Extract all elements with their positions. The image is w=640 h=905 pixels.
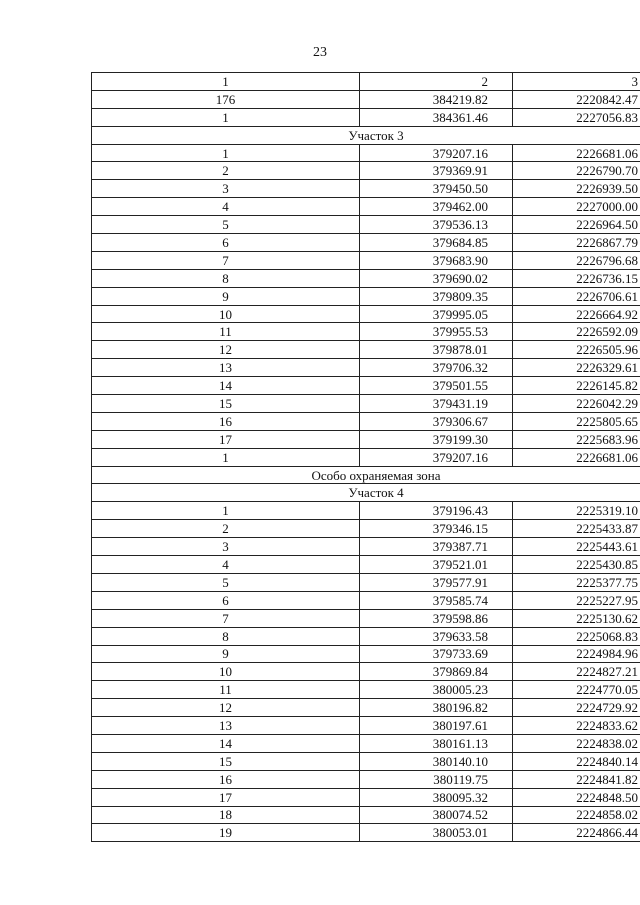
table-row <box>92 162 640 180</box>
point-number-cell: 14 <box>92 734 360 752</box>
point-number-cell: 13 <box>92 717 360 735</box>
y-coordinate-cell: 2227000.00 <box>513 198 640 216</box>
table-row <box>92 520 640 538</box>
y-coordinate-cell: 2224866.44 <box>513 824 640 842</box>
table-row <box>92 216 640 234</box>
table-row <box>92 90 640 108</box>
table-row <box>92 609 640 627</box>
y-coordinate-cell: 2226681.06 <box>513 144 640 162</box>
y-coordinate-cell: 2226964.50 <box>513 216 640 234</box>
y-coordinate-cell: 2224984.96 <box>513 645 640 663</box>
point-number-cell: 9 <box>92 645 360 663</box>
column-header-y: 3 <box>513 73 640 91</box>
y-coordinate-cell: 2226329.61 <box>513 359 640 377</box>
x-coordinate-cell: 379501.55 <box>360 377 513 395</box>
x-coordinate-cell: 379706.32 <box>360 359 513 377</box>
section-header-row <box>92 484 640 502</box>
x-coordinate-cell: 379633.58 <box>360 627 513 645</box>
point-number-cell: 11 <box>92 681 360 699</box>
table-row <box>92 448 640 466</box>
section-title: Особо охраняемая зона <box>92 466 640 484</box>
x-coordinate-cell: 379690.02 <box>360 269 513 287</box>
column-header-number: 1 <box>92 73 360 91</box>
x-coordinate-cell: 379878.01 <box>360 341 513 359</box>
table-row <box>92 108 640 126</box>
y-coordinate-cell: 2226664.92 <box>513 305 640 323</box>
x-coordinate-cell: 379462.00 <box>360 198 513 216</box>
point-number-cell: 16 <box>92 770 360 788</box>
x-coordinate-cell: 380140.10 <box>360 752 513 770</box>
point-number-cell: 15 <box>92 395 360 413</box>
y-coordinate-cell: 2226939.50 <box>513 180 640 198</box>
table-row <box>92 251 640 269</box>
table-row <box>92 645 640 663</box>
table-row <box>92 305 640 323</box>
y-coordinate-cell: 2224840.14 <box>513 752 640 770</box>
coordinates-table-body <box>92 73 640 842</box>
page-number: 23 <box>313 45 327 60</box>
y-coordinate-cell: 2224858.02 <box>513 806 640 824</box>
x-coordinate-cell: 380053.01 <box>360 824 513 842</box>
x-coordinate-cell: 379733.69 <box>360 645 513 663</box>
point-number-cell: 15 <box>92 752 360 770</box>
y-coordinate-cell: 2226790.70 <box>513 162 640 180</box>
table-row <box>92 806 640 824</box>
point-number-cell: 1 <box>92 108 360 126</box>
y-coordinate-cell: 2225433.87 <box>513 520 640 538</box>
x-coordinate-cell: 379369.91 <box>360 162 513 180</box>
y-coordinate-cell: 2224848.50 <box>513 788 640 806</box>
point-number-cell: 4 <box>92 198 360 216</box>
x-coordinate-cell: 379869.84 <box>360 663 513 681</box>
point-number-cell: 5 <box>92 216 360 234</box>
y-coordinate-cell: 2224841.82 <box>513 770 640 788</box>
x-coordinate-cell: 379684.85 <box>360 234 513 252</box>
table-row <box>92 234 640 252</box>
table-row <box>92 323 640 341</box>
table-row <box>92 287 640 305</box>
y-coordinate-cell: 2224838.02 <box>513 734 640 752</box>
x-coordinate-cell: 379809.35 <box>360 287 513 305</box>
x-coordinate-cell: 379207.16 <box>360 144 513 162</box>
point-number-cell: 16 <box>92 412 360 430</box>
y-coordinate-cell: 2225805.65 <box>513 412 640 430</box>
y-coordinate-cell: 2225319.10 <box>513 502 640 520</box>
table-row <box>92 341 640 359</box>
point-number-cell: 2 <box>92 162 360 180</box>
y-coordinate-cell: 2224833.62 <box>513 717 640 735</box>
y-coordinate-cell: 2225443.61 <box>513 538 640 556</box>
point-number-cell: 3 <box>92 180 360 198</box>
y-coordinate-cell: 2227056.83 <box>513 108 640 126</box>
table-row <box>92 663 640 681</box>
x-coordinate-cell: 379431.19 <box>360 395 513 413</box>
y-coordinate-cell: 2226706.61 <box>513 287 640 305</box>
table-row <box>92 180 640 198</box>
x-coordinate-cell: 379683.90 <box>360 251 513 269</box>
table-row <box>92 395 640 413</box>
table-row <box>92 788 640 806</box>
table-row <box>92 681 640 699</box>
section-header-row <box>92 466 640 484</box>
table-row <box>92 538 640 556</box>
table-row <box>92 717 640 735</box>
x-coordinate-cell: 384361.46 <box>360 108 513 126</box>
y-coordinate-cell: 2226867.79 <box>513 234 640 252</box>
x-coordinate-cell: 384219.82 <box>360 90 513 108</box>
x-coordinate-cell: 379521.01 <box>360 556 513 574</box>
y-coordinate-cell: 2225430.85 <box>513 556 640 574</box>
x-coordinate-cell: 380197.61 <box>360 717 513 735</box>
table-header-row <box>92 73 640 91</box>
x-coordinate-cell: 380119.75 <box>360 770 513 788</box>
point-number-cell: 6 <box>92 234 360 252</box>
table-row <box>92 412 640 430</box>
point-number-cell: 8 <box>92 627 360 645</box>
x-coordinate-cell: 379955.53 <box>360 323 513 341</box>
point-number-cell: 11 <box>92 323 360 341</box>
table-row <box>92 198 640 216</box>
table-row <box>92 556 640 574</box>
y-coordinate-cell: 2226592.09 <box>513 323 640 341</box>
y-coordinate-cell: 2226145.82 <box>513 377 640 395</box>
point-number-cell: 12 <box>92 699 360 717</box>
y-coordinate-cell: 2224729.92 <box>513 699 640 717</box>
table-row <box>92 573 640 591</box>
y-coordinate-cell: 2226505.96 <box>513 341 640 359</box>
table-row <box>92 699 640 717</box>
x-coordinate-cell: 379387.71 <box>360 538 513 556</box>
x-coordinate-cell: 379450.50 <box>360 180 513 198</box>
point-number-cell: 1 <box>92 144 360 162</box>
section-header-row <box>92 126 640 144</box>
x-coordinate-cell: 379346.15 <box>360 520 513 538</box>
x-coordinate-cell: 379585.74 <box>360 591 513 609</box>
y-coordinate-cell: 2225227.95 <box>513 591 640 609</box>
point-number-cell: 14 <box>92 377 360 395</box>
point-number-cell: 9 <box>92 287 360 305</box>
y-coordinate-cell: 2225683.96 <box>513 430 640 448</box>
y-coordinate-cell: 2226681.06 <box>513 448 640 466</box>
point-number-cell: 1 <box>92 448 360 466</box>
y-coordinate-cell: 2225130.62 <box>513 609 640 627</box>
y-coordinate-cell: 2226736.15 <box>513 269 640 287</box>
x-coordinate-cell: 380005.23 <box>360 681 513 699</box>
x-coordinate-cell: 380161.13 <box>360 734 513 752</box>
y-coordinate-cell: 2226796.68 <box>513 251 640 269</box>
section-title: Участок 4 <box>92 484 640 502</box>
table-row <box>92 824 640 842</box>
point-number-cell: 8 <box>92 269 360 287</box>
column-header-x: 2 <box>360 73 513 91</box>
coordinates-table <box>91 72 640 842</box>
table-row <box>92 752 640 770</box>
table-row <box>92 430 640 448</box>
point-number-cell: 7 <box>92 609 360 627</box>
x-coordinate-cell: 379306.67 <box>360 412 513 430</box>
x-coordinate-cell: 379199.30 <box>360 430 513 448</box>
y-coordinate-cell: 2224770.05 <box>513 681 640 699</box>
point-number-cell: 2 <box>92 520 360 538</box>
table-row <box>92 502 640 520</box>
y-coordinate-cell: 2224827.21 <box>513 663 640 681</box>
x-coordinate-cell: 379598.86 <box>360 609 513 627</box>
x-coordinate-cell: 379536.13 <box>360 216 513 234</box>
table-row <box>92 359 640 377</box>
point-number-cell: 10 <box>92 663 360 681</box>
point-number-cell: 10 <box>92 305 360 323</box>
y-coordinate-cell: 2226042.29 <box>513 395 640 413</box>
point-number-cell: 7 <box>92 251 360 269</box>
point-number-cell: 19 <box>92 824 360 842</box>
x-coordinate-cell: 379577.91 <box>360 573 513 591</box>
y-coordinate-cell: 2225068.83 <box>513 627 640 645</box>
table-row <box>92 591 640 609</box>
x-coordinate-cell: 379207.16 <box>360 448 513 466</box>
table-row <box>92 627 640 645</box>
x-coordinate-cell: 379995.05 <box>360 305 513 323</box>
point-number-cell: 12 <box>92 341 360 359</box>
point-number-cell: 3 <box>92 538 360 556</box>
point-number-cell: 176 <box>92 90 360 108</box>
y-coordinate-cell: 2225377.75 <box>513 573 640 591</box>
x-coordinate-cell: 379196.43 <box>360 502 513 520</box>
point-number-cell: 17 <box>92 788 360 806</box>
point-number-cell: 4 <box>92 556 360 574</box>
point-number-cell: 6 <box>92 591 360 609</box>
y-coordinate-cell: 2220842.47 <box>513 90 640 108</box>
point-number-cell: 13 <box>92 359 360 377</box>
table-row <box>92 269 640 287</box>
x-coordinate-cell: 380196.82 <box>360 699 513 717</box>
x-coordinate-cell: 380095.32 <box>360 788 513 806</box>
point-number-cell: 18 <box>92 806 360 824</box>
point-number-cell: 1 <box>92 502 360 520</box>
section-title: Участок 3 <box>92 126 640 144</box>
table-row <box>92 144 640 162</box>
point-number-cell: 17 <box>92 430 360 448</box>
table-row <box>92 734 640 752</box>
point-number-cell: 5 <box>92 573 360 591</box>
table-row <box>92 377 640 395</box>
x-coordinate-cell: 380074.52 <box>360 806 513 824</box>
table-row <box>92 770 640 788</box>
